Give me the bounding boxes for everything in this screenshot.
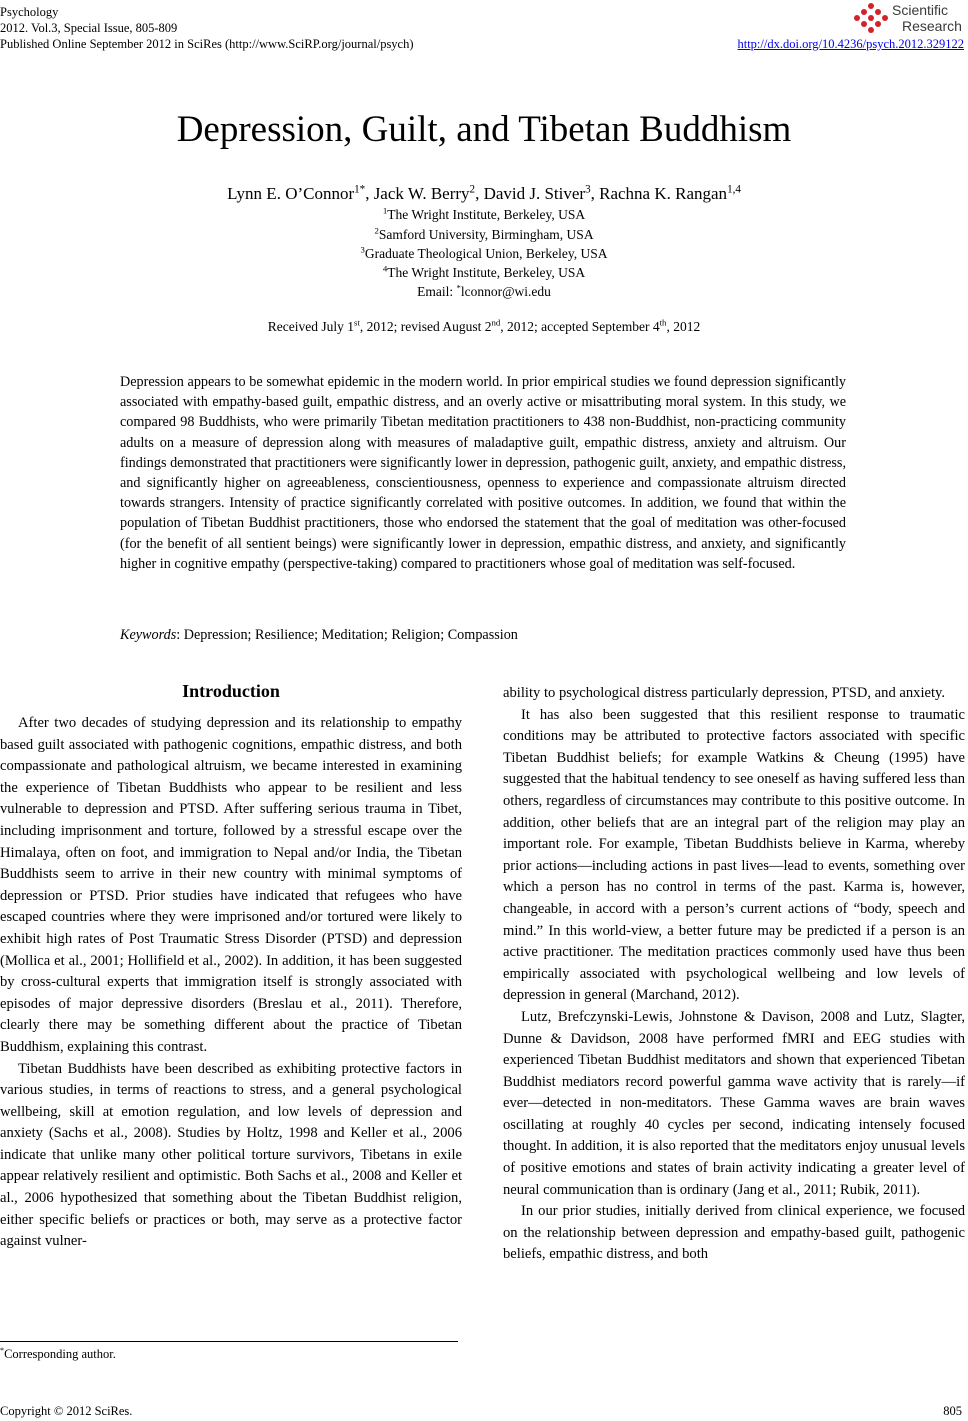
footnote-divider xyxy=(0,1341,458,1342)
paper-title: Depression, Guilt, and Tibetan Buddhism xyxy=(176,109,792,150)
publication-info: Published Online September 2012 in SciRes (http://www.SciRP.org/journal/psych) xyxy=(0,37,414,51)
author: David J. Stiver xyxy=(483,184,586,203)
affiliation: $^2$Samford University, Birmingham, USA xyxy=(374,225,594,242)
author-email: Email: *lconnor@wi.edu xyxy=(417,282,551,299)
author: Jack W. Berry xyxy=(373,184,470,203)
scientific-research-logo xyxy=(852,2,962,38)
abstract: Depression appears to be somewhat epidemic in the modern world. In prior empirical studies we found depression significantly associated with empathy-based guilt, empathic distress, and an overly active or misattributing moral system. In this study, we compared 98 Buddhists, who were primarily Tibetan meditation practitioners to 438 non-Buddhist, non-practicing community adults on a measure of depression along with measures of maladaptive guilt, empathic distress, anxiety and altruism. Our findings demonstrated that practitioners were significantly lower in depression, pathogenic guilt, anxiety, and empathic distress, and significantly higher on agreeableness, conscientiousness, openness to experience and compassionate altruism directed towards strangers. Intensity of practice significantly correlated with positive outcomes. In addition, we found that within the population of Tibetan Buddhist practitioners, those who endorsed the statement that the goal of meditation was other-focused (for the benefit of all sentient beings) were significantly lower in depression, empathic distress, and anxiety, and significantly higher in cognitive empathy (perspective-taking) compared to practitioners whose goal of meditation was self-focused. xyxy=(120,374,846,572)
paragraph: In our prior studies, initially derived from clinical experience, we focused on the relationship between depression and empathy-based guilt, pathogenic beliefs, empathic distress, and both xyxy=(503,1203,965,1263)
paragraph: Lutz, Brefczynski-Lewis, Johnstone & Davison, 2008 and Lutz, Slagter, Dunne & Davidson, 2008 have performed fMRI and EEG studies with experienced Tibetan Buddhist meditators and shown that experienced Tibetan Buddhist mediators record powerful gamma wave activity that is rarely—if ever—detected in non-meditators. These Gamma waves are brain waves oscillating at roughly 40 cycles per second, indicating intensely focused thought. In addition, it is also reported that the meditators enjoy unusual levels of positive emotions and states of brain activity indicating a greater level of neural communication than is ordinary (Jang et al., 2011; Rubik, 2011). xyxy=(503,1008,965,1198)
affiliation: $^4$The Wright Institute, Berkeley, USA xyxy=(382,263,586,280)
logo-dots-icon xyxy=(852,2,890,36)
copyright: Copyright © 2012 SciRes. xyxy=(0,1404,133,1418)
paragraph: It has also been suggested that this resilient response to traumatic conditions may be attributed to protective factors associated with specific Tibetan Buddhist beliefs; for example Watkins & Cheung (1995) have suggested that the habitual tendency to see oneself as having suffered less than others, regardless of circumstances may contribute to this positive outcome. In addition, other beliefs that are an integral part of the religion may play an important role. For example, Tibetan Buddhists believe in Karma, whereby prior actions—including actions in past lives—lead to events, something over which a person has no control in terms of the past. Karma is, however, changeable, in accord with a person’s current actions of “body, speech and mind.” In this world-view, a better future may be predicted if a person is an active practitioner. The meditation practices commonly used have thus been empirically associated with psychological wellbeing and low levels of depression in general (Marchand, 2012). xyxy=(503,706,965,1004)
affiliation: $^1$The Wright Institute, Berkeley, USA xyxy=(382,205,586,222)
doi-link[interactable]: http://dx.doi.org/10.4236/psych.2012.329122 xyxy=(737,37,964,51)
journal-name: Psychology xyxy=(0,5,59,19)
author-list: Lynn E. O’Connor$^{1*}$, Jack W. Berry$^2$, David J. Stiver$^3$, Rachna K. Rangan$^{1,4}$ xyxy=(227,183,741,203)
paragraph: Tibetan Buddhists have been described as exhibiting protective factors in various studies, in terms of reactions to stress, and a general psychological wellbeing, skill at emotion regulation, and low levels of depression and anxiety (Sachs et al., 2008). Studies by Holtz, 1998 and Keller et al., 2006 indicate that unlike many other political torture survivors, Tibetans in exile appear relatively resilient and optimistic. Both Sachs et al., 2008 and Keller et al., 2006 hypothesized that something about the Tibetan Buddhist religion, either specific beliefs or practices or both, may serve as a protective factor against vulner- xyxy=(0,1060,462,1250)
paragraph: ability to psychological distress particularly depression, PTSD, and anxiety. xyxy=(503,685,946,701)
received-dates: Received July 1st, 2012; revised August 2nd, 2012; accepted September 4th, 2012 xyxy=(267,317,701,334)
right-column xyxy=(503,683,965,1266)
footnote: *Corresponding author. xyxy=(0,1345,116,1361)
keywords: Keywords: Depression; Resilience; Meditation; Religion; Compassion xyxy=(120,627,518,643)
page-number: 805 xyxy=(943,1404,962,1418)
paragraph: After two decades of studying depression and its relationship to empathy based guilt associated with pathogenic cognitions, empathic distress, and both compassionate and pathological altruism, we became interested in examining the experience of Tibetan Buddhists who appear to be resilient and less vulnerable to depression and PTSD. After suffering serious trauma in Tibet, including imprisonment and torture, followed by a stressful escape over the Himalaya, often on foot, and immigration to Nepal and/or India, the Tibetan Buddhists seem to arrive in their new country with minimal symptoms of depression or PTSD. Prior studies have indicated that refugees who have escaped countries where they were imprisoned and/or tortured were likely to exhibit high rates of Post Traumatic Stress Disorder (PTSD) and depression (Mollica et al., 2001; Hollifield et al., 2002). In addition, it has been suggested by cross-cultural experts that immigration itself is strongly associated with episodes of major depressive disorders (Breslau et al., 2011). Therefore, clearly there may be something different about the practice of Tibetan Buddhism, explaining this contrast. xyxy=(0,715,462,1055)
section-heading-introduction: Introduction xyxy=(182,681,280,701)
author: Rachna K. Rangan xyxy=(599,184,728,203)
affiliation: $^3$Graduate Theological Union, Berkeley, USA xyxy=(360,244,608,261)
author: Lynn E. O’Connor xyxy=(227,184,355,203)
running-header xyxy=(0,4,414,52)
logo-text: Scientific Research xyxy=(892,2,962,34)
left-column xyxy=(0,713,462,1253)
journal-volume: 2012. Vol.3, Special Issue, 805-809 xyxy=(0,21,178,35)
email-address[interactable]: lconnor@wi.edu xyxy=(460,284,551,299)
